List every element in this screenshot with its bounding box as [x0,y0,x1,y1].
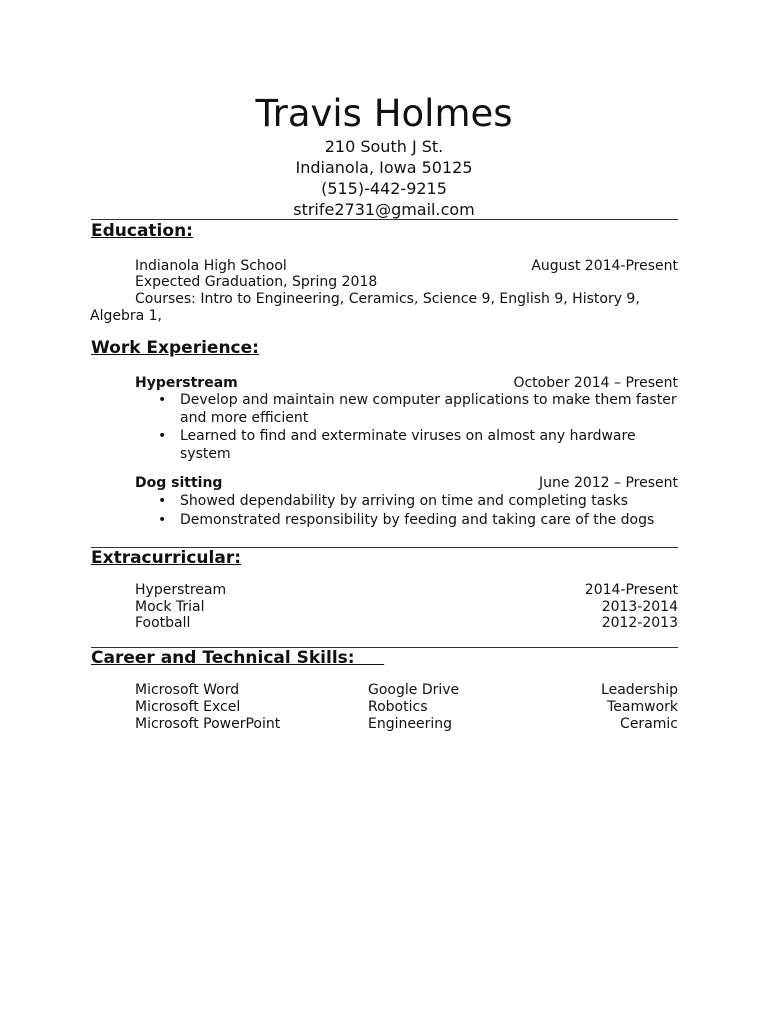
section-title-education: Education: [91,221,193,241]
skill-item: Robotics [368,699,428,715]
job-bullet: Develop and maintain new computer applications to make them faster and more efficient [180,392,677,426]
bullet-icon: • [158,512,167,528]
skills-row [135,716,678,733]
job-row [135,475,678,492]
skill-item: Microsoft PowerPoint [135,716,281,732]
skill-item: Microsoft Word [135,682,240,698]
job-bullet: Demonstrated responsibility by feeding and taking care of the dogs [180,512,655,528]
activity-dates: 2013-2014 [601,599,678,615]
graduation-info: Expected Graduation, Spring 2018 [135,274,378,290]
skill-item: Google Drive [368,682,460,698]
activity-name: Football [135,615,191,631]
email-address: strife2731@gmail.com [293,200,475,219]
activity-name: Mock Trial [135,599,205,615]
skill-item: Teamwork [607,699,678,715]
section-title-skills: Career and Technical Skills: [91,648,385,668]
skills-row [135,682,678,699]
courses-line-1: Courses: Intro to Engineering, Ceramics, Science 9, English 9, History 9, [135,291,640,307]
bullet-icon: • [158,392,167,408]
resume-name: Travis Holmes [255,92,513,135]
address-line-1: 210 South J St. [324,137,444,156]
job-dates: June 2012 – Present [539,475,678,491]
job-row [135,375,678,392]
section-title-work: Work Experience: [91,338,259,358]
bullet-icon: • [158,428,167,444]
extracurricular-row [135,615,678,632]
extracurricular-row [135,599,678,616]
skills-row [135,699,678,716]
address-line-2: Indianola, Iowa 50125 [295,158,473,177]
skill-item: Ceramic [620,716,678,732]
activity-name: Hyperstream [135,582,227,598]
activity-dates: 2012-2013 [601,615,678,631]
school-name: Indianola High School [135,258,287,274]
section-title-extracurricular: Extracurricular: [91,548,241,568]
skill-item: Leadership [601,682,678,698]
job-bullet: Showed dependability by arriving on time and completing tasks [180,493,628,509]
education-school-row [135,258,678,275]
job-name: Hyperstream [135,375,238,391]
job-dates: October 2014 – Present [513,375,678,391]
bullet-icon: • [158,493,167,509]
phone-number: (515)-442-9215 [321,179,447,198]
job-bullet: Learned to find and exterminate viruses on almost any hardware system [180,428,636,462]
job-name: Dog sitting [135,475,223,491]
activity-dates: 2014-Present [584,582,678,598]
courses-line-2: Algebra 1, [90,308,162,324]
skill-item: Engineering [368,716,452,732]
contact-block [0,136,768,220]
school-dates: August 2014-Present [531,258,678,274]
skill-item: Microsoft Excel [135,699,241,715]
extracurricular-row [135,582,678,599]
